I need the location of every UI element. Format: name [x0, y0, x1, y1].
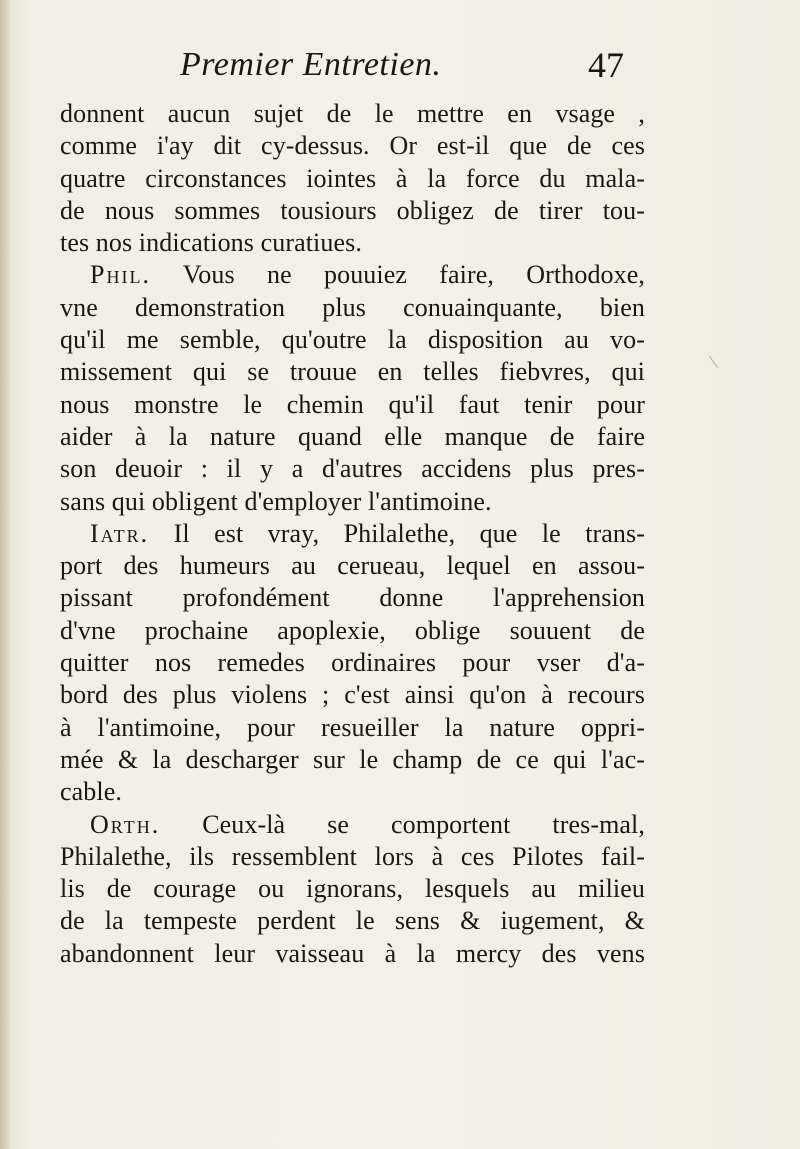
text-line: son deuoir : il y a d'autres accidens plus pres-: [60, 454, 645, 484]
text-line: de la tempeste perdent le sens & iugement, &: [60, 906, 645, 936]
text-line-content: Ceux-là se comportent tres-mal,: [202, 809, 645, 839]
text-line: bord des plus violens ; c'est ainsi qu'on à recours: [60, 680, 645, 710]
text-line: sans qui obligent d'employer l'antimoine.: [60, 486, 492, 516]
text-line: cable.: [60, 777, 122, 807]
text-line: [60, 259, 645, 291]
text-line: comme i'ay dit cy-dessus. Or est-il que de ces: [60, 131, 645, 161]
text-line: missement qui se trouue en telles fiebvres, qui: [60, 357, 645, 387]
text-line: abandonnent leur vaisseau à la mercy des vens: [60, 938, 645, 968]
speaker-name: Iatr.: [90, 518, 150, 548]
text-line: tes nos indications curatiues.: [60, 228, 362, 258]
page-number: 47: [588, 45, 624, 85]
speaker-name: Phil.: [90, 260, 151, 290]
text-line: vne demonstration plus conuainquante, bien: [60, 292, 645, 322]
paragraph: [60, 98, 645, 259]
text-line: de nous sommes tousiours obligez de tirer tou-: [60, 195, 645, 225]
paragraph: [60, 518, 645, 809]
page-header: [0, 44, 800, 94]
text-line: port des humeurs au cerueau, lequel en assou-: [60, 551, 645, 581]
text-line: lis de courage ou ignorans, lesquels au milieu: [60, 874, 645, 904]
text-line: quitter nos remedes ordinaires pour vser d'a-: [60, 648, 645, 678]
body-text: [60, 98, 645, 970]
paragraph: [60, 259, 645, 517]
text-line: pissant profondément donne l'apprehension: [60, 583, 645, 613]
text-line: nous monstre le chemin qu'il faut tenir pour: [60, 389, 645, 419]
text-line: à l'antimoine, pour resueiller la nature oppri-: [60, 712, 645, 742]
speaker-name: Orth.: [90, 809, 161, 839]
text-line: quatre circonstances iointes à la force du mala-: [60, 163, 645, 193]
page-gutter-shadow: [0, 0, 10, 1149]
text-line: qu'il me semble, qu'outre la disposition au vo-: [60, 325, 645, 355]
text-line-content: Vous ne pouuiez faire, Orthodoxe,: [182, 260, 645, 290]
text-line: aider à la nature quand elle manque de faire: [60, 421, 645, 451]
paragraph: [60, 809, 645, 970]
text-line: donnent aucun sujet de le mettre en vsage ,: [60, 99, 645, 128]
text-line: mée & la descharger sur le champ de ce qui l'ac-: [60, 744, 645, 774]
margin-mark: [709, 350, 726, 368]
text-line: d'vne prochaine apoplexie, oblige souuent de: [60, 615, 645, 645]
text-line: [60, 809, 645, 841]
text-line-content: Il est vray, Philalethe, que le trans-: [173, 518, 645, 548]
text-line: [60, 518, 645, 550]
running-head: Premier Entretien.: [180, 46, 442, 83]
text-line: Philalethe, ils ressemblent lors à ces Pilotes fail-: [60, 841, 645, 871]
